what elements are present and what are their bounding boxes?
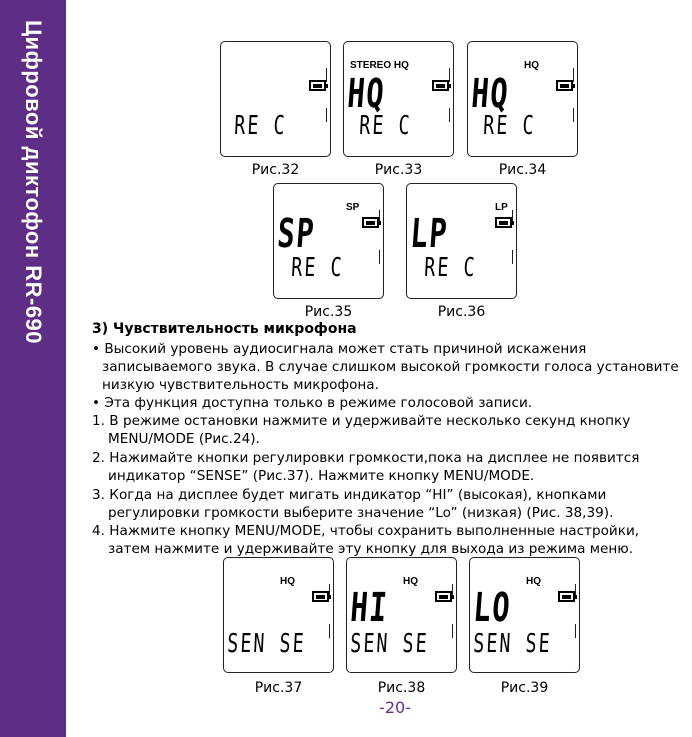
lcd-figure-39 xyxy=(469,557,580,673)
battery-icon xyxy=(558,591,575,602)
lcd-status-indicator: STEREO HQ xyxy=(350,60,409,71)
sidebar-title: Цифровой диктофон RR-690 xyxy=(21,19,46,345)
text-line: • Эта функция доступна только в режиме голосовой записи. xyxy=(92,395,533,411)
text-line: записываемого звука. В случае слишком высокой громкости голоса установите xyxy=(102,359,679,375)
text-line: низкую чувствительность микрофона. xyxy=(102,377,379,393)
lcd-status-indicator: HQ xyxy=(280,576,295,587)
figure-caption: Рис.32 xyxy=(251,162,300,178)
lcd-bottom-text: SEN SE xyxy=(226,629,307,659)
lcd-figure-38 xyxy=(346,557,457,673)
text-line: 1. В режиме остановки нажмите и удерживайте несколько секунд кнопку xyxy=(92,413,631,429)
lcd-status-indicator: HQ xyxy=(403,576,418,587)
text-line: индикатор “SENSE” (Рис.37). Нажмите кнопку MENU/MODE. xyxy=(108,468,535,484)
figure-caption: Рис.35 xyxy=(304,304,353,320)
lcd-big-text: SP xyxy=(275,211,317,257)
lcd-figure-36 xyxy=(406,183,517,299)
battery-icon xyxy=(495,217,512,228)
lcd-bottom-text: RE C xyxy=(423,253,478,283)
lcd-big-text: HQ xyxy=(345,71,387,117)
lcd-bottom-text: RE C xyxy=(482,111,537,141)
lcd-big-text: LP xyxy=(408,211,450,257)
figure-caption: Рис.38 xyxy=(377,680,426,696)
lcd-bottom-text: SEN SE xyxy=(472,629,553,659)
text-line: затем нажмите и удерживайте эту кнопку для выхода из режима меню. xyxy=(108,541,634,557)
battery-icon xyxy=(435,591,452,602)
figure-caption: Рис.39 xyxy=(500,680,549,696)
text-line: • Высокий уровень аудиосигнала может стать причиной искажения xyxy=(92,341,587,357)
lcd-big-text: HQ xyxy=(469,71,511,117)
lcd-status-indicator: LP xyxy=(495,202,508,213)
lcd-big-text: LO xyxy=(471,585,513,631)
page-number: -20- xyxy=(379,698,411,717)
battery-icon xyxy=(362,217,379,228)
text-line: 4. Нажмите кнопку MENU/MODE, чтобы сохранить выполненные настройки, xyxy=(92,523,640,539)
section-heading: 3) Чувствительность микрофона xyxy=(92,321,357,337)
lcd-bottom-text: RE C xyxy=(233,111,288,141)
battery-icon xyxy=(309,80,326,91)
lcd-big-text: HI xyxy=(348,585,390,631)
figure-caption: Рис.33 xyxy=(374,162,423,178)
lcd-figure-33 xyxy=(343,41,454,157)
lcd-figure-35 xyxy=(273,183,384,299)
lcd-status-indicator: SP xyxy=(346,202,360,213)
battery-icon xyxy=(556,80,573,91)
lcd-status-indicator: HQ xyxy=(524,60,539,71)
lcd-status-indicator: HQ xyxy=(526,576,541,587)
lcd-bottom-text: RE C xyxy=(358,111,413,141)
figure-caption: Рис.37 xyxy=(254,680,303,696)
lcd-figure-37 xyxy=(223,557,334,673)
lcd-figure-32 xyxy=(220,41,331,157)
text-line: регулировки громкости выберите значение “Lo” (низкая) (Рис. 38,39). xyxy=(108,505,614,521)
text-line: 3. Когда на дисплее будет мигать индикатор “HI” (высокая), кнопками xyxy=(92,487,607,503)
sidebar xyxy=(0,0,66,737)
lcd-bottom-text: SEN SE xyxy=(349,629,430,659)
text-line: MENU/MODE (Рис.24). xyxy=(108,431,260,447)
text-line: 2. Нажимайте кнопки регулировки громкости,пока на дисплее не появится xyxy=(92,450,640,466)
figure-caption: Рис.34 xyxy=(498,162,547,178)
lcd-figure-34 xyxy=(467,41,578,157)
lcd-bottom-text: RE C xyxy=(290,253,345,283)
figure-caption: Рис.36 xyxy=(437,304,486,320)
battery-icon xyxy=(312,591,329,602)
battery-icon xyxy=(432,80,449,91)
